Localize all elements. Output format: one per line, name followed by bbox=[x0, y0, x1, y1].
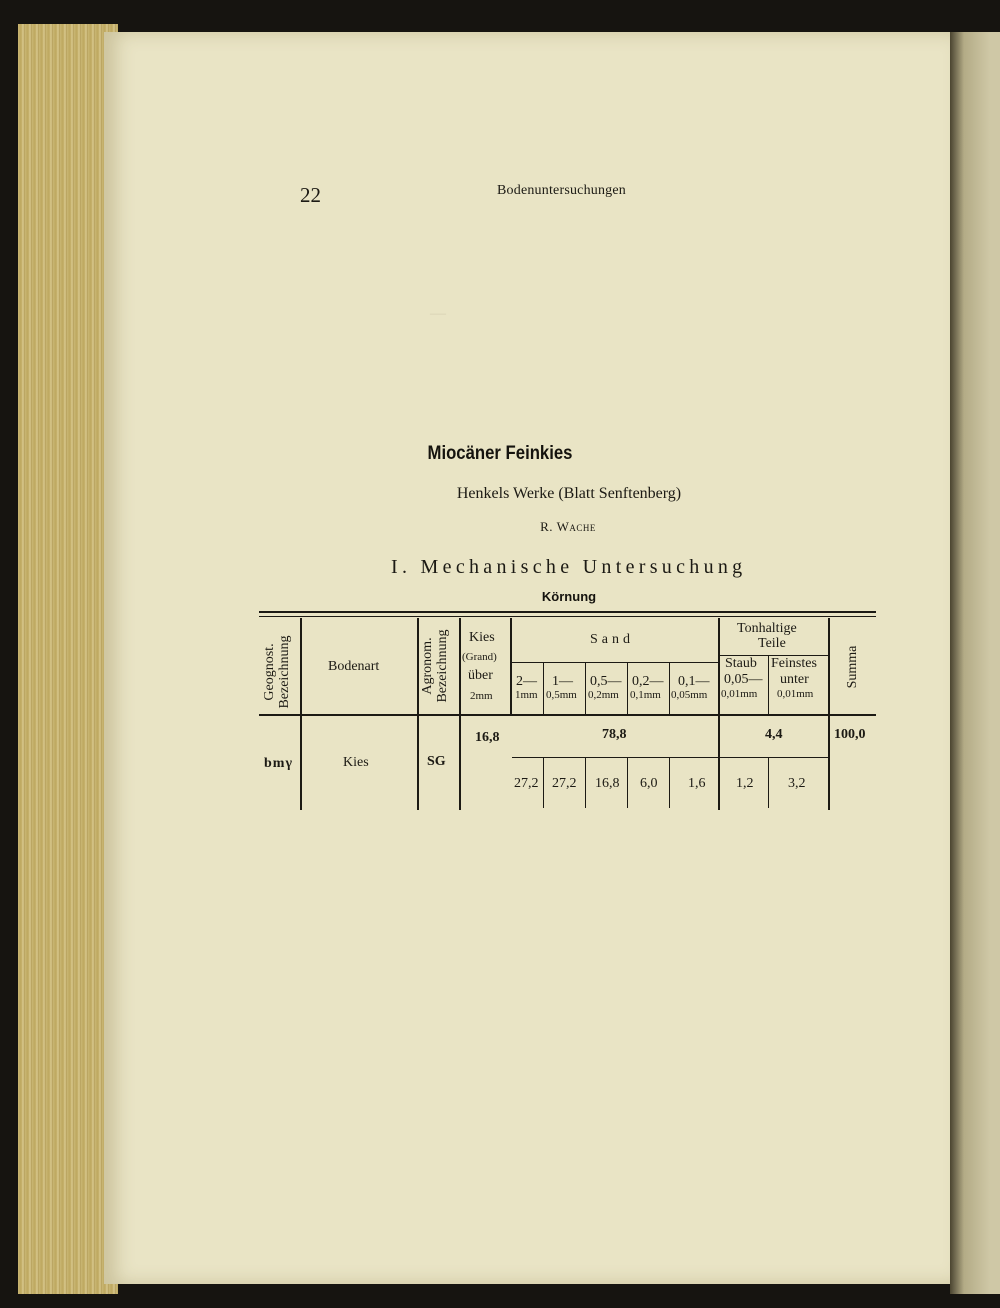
sand-col-4a: 0,2— bbox=[632, 674, 664, 689]
kies-header-4: 2mm bbox=[470, 690, 493, 702]
agronom-header-line1: Agronom. bbox=[420, 637, 435, 695]
table-header-rule bbox=[259, 714, 876, 716]
agronom-value: SG bbox=[427, 754, 446, 769]
staub-header-1: Staub bbox=[725, 656, 757, 671]
section-heading: I. Mechanische Untersuchung bbox=[391, 556, 747, 578]
sand-value-4: 6,0 bbox=[640, 776, 658, 791]
sand-value-1: 27,2 bbox=[514, 776, 539, 791]
next-page-edge bbox=[950, 32, 1000, 1294]
geognost-value: bmγ bbox=[264, 756, 293, 771]
sand-sub-divider bbox=[669, 663, 670, 715]
sand-sub-divider bbox=[627, 663, 628, 715]
sand-body-divider bbox=[627, 758, 628, 808]
kies-header-1: Kies bbox=[469, 630, 495, 645]
sand-col-3a: 0,5— bbox=[590, 674, 622, 689]
staub-value: 1,2 bbox=[736, 776, 754, 791]
feinstes-value: 3,2 bbox=[788, 776, 806, 791]
col-divider bbox=[718, 618, 720, 810]
page-title: Miocäner Feinkies bbox=[427, 443, 573, 464]
bodenart-value: Kies bbox=[343, 755, 369, 770]
sand-col-1a: 2— bbox=[516, 674, 537, 689]
sand-col-2a: 1— bbox=[552, 674, 573, 689]
geognost-header bbox=[262, 612, 298, 732]
sand-body-divider bbox=[543, 758, 544, 808]
sand-col-5a: 0,1— bbox=[678, 674, 710, 689]
col-divider bbox=[459, 618, 461, 810]
geognost-header-line2: Bezeichnung bbox=[277, 635, 293, 709]
kies-header-3: über bbox=[468, 668, 493, 683]
ton-body-rule bbox=[720, 757, 828, 758]
ton-header-1: Tonhaltige bbox=[737, 621, 797, 636]
table-caption: Körnung bbox=[541, 589, 597, 604]
sand-sub-divider bbox=[543, 663, 544, 715]
ton-header-2: Teile bbox=[758, 636, 786, 651]
ton-total-value: 4,4 bbox=[765, 727, 783, 742]
running-title: Bodenuntersuchungen bbox=[497, 183, 626, 198]
feinstes-header-3: 0,01mm bbox=[777, 688, 814, 700]
sand-body-divider bbox=[585, 758, 586, 808]
agronom-header bbox=[420, 606, 456, 726]
table-top-rule bbox=[259, 611, 876, 613]
table-top-rule-thin bbox=[259, 616, 876, 617]
book-page bbox=[104, 32, 950, 1284]
subtitle: Henkels Werke (Blatt Senftenberg) bbox=[456, 485, 682, 502]
col-divider bbox=[300, 618, 302, 810]
ton-sub-divider bbox=[768, 656, 769, 715]
page-edges bbox=[18, 24, 118, 1294]
sand-value-5: 1,6 bbox=[688, 776, 706, 791]
geognost-header-line1: Geognost. bbox=[262, 643, 277, 701]
sand-sub-divider bbox=[585, 663, 586, 715]
sand-header: Sand bbox=[590, 632, 634, 647]
sand-col-3b: 0,2mm bbox=[588, 689, 619, 701]
sand-total-value: 78,8 bbox=[602, 727, 627, 742]
page-number: 22 bbox=[300, 183, 321, 207]
feinstes-header-2: unter bbox=[780, 672, 809, 687]
kies-value: 16,8 bbox=[475, 730, 500, 745]
sand-col-4b: 0,1mm bbox=[630, 689, 661, 701]
col-divider bbox=[417, 618, 419, 810]
bleed-through: — bbox=[430, 305, 450, 322]
staub-header-3: 0,01mm bbox=[721, 688, 758, 700]
sand-col-5b: 0,05mm bbox=[671, 689, 708, 701]
staub-header-2: 0,05— bbox=[724, 672, 763, 687]
sand-col-2b: 0,5mm bbox=[546, 689, 577, 701]
col-divider bbox=[828, 618, 830, 810]
agronom-header-line2: Bezeichnung bbox=[435, 629, 451, 703]
author: R. Wache bbox=[540, 519, 596, 534]
summa-header: Summa bbox=[845, 645, 860, 689]
sand-body-divider bbox=[669, 758, 670, 808]
sand-value-2: 27,2 bbox=[552, 776, 577, 791]
feinstes-header-1: Feinstes bbox=[771, 656, 817, 671]
sand-value-3: 16,8 bbox=[595, 776, 620, 791]
col-divider bbox=[510, 618, 512, 716]
bodenart-header: Bodenart bbox=[328, 659, 380, 674]
ton-body-divider bbox=[768, 758, 769, 808]
summa-value: 100,0 bbox=[834, 727, 866, 742]
sand-col-1b: 1mm bbox=[515, 689, 538, 701]
kies-header-2: (Grand) bbox=[462, 651, 497, 663]
